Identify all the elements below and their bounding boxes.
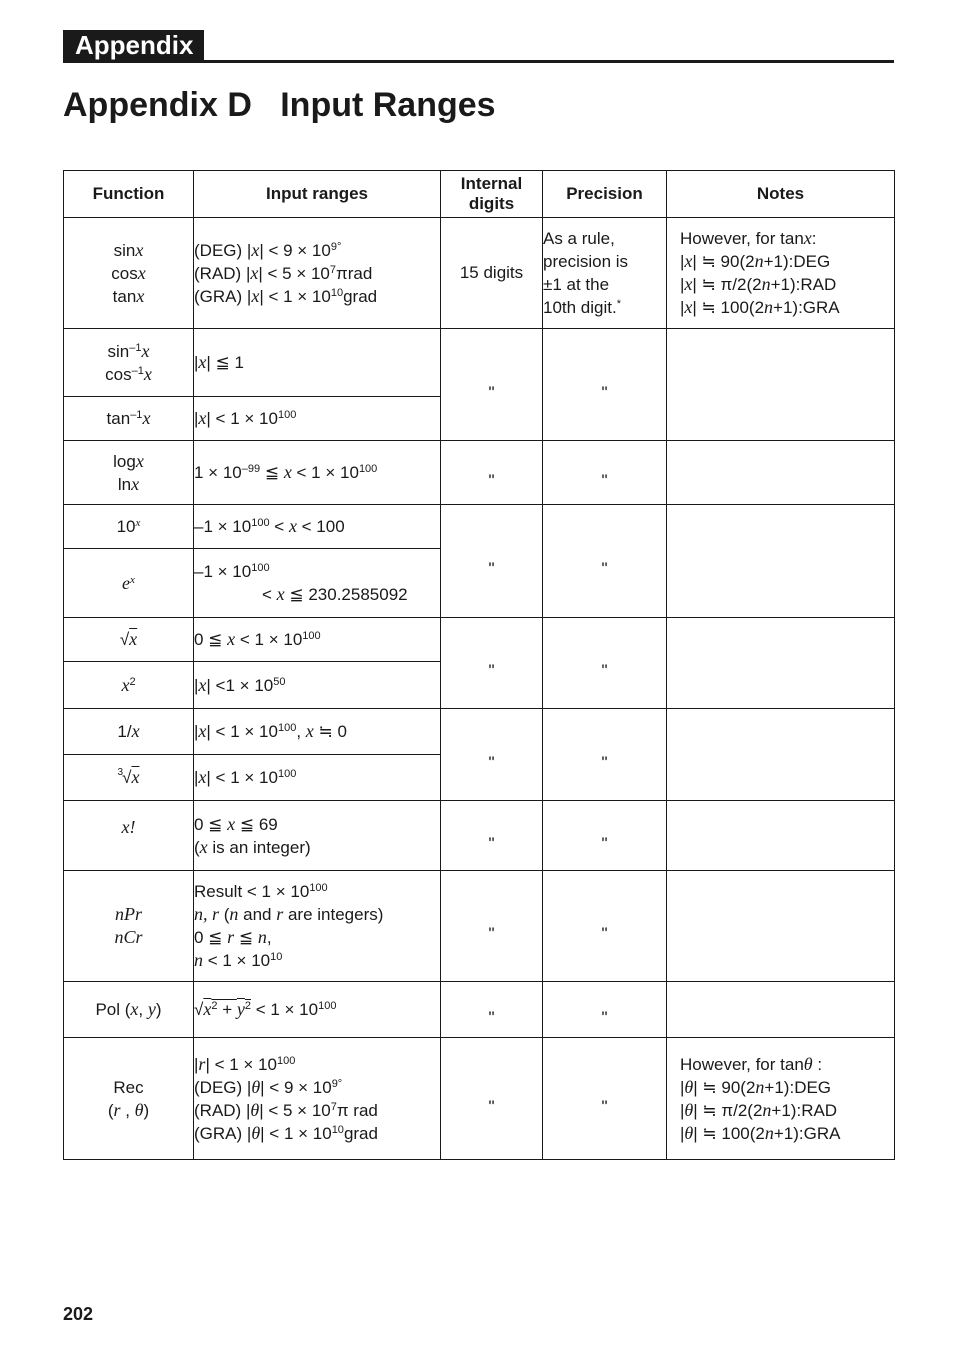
page-number: 202: [63, 1304, 94, 1324]
function-cell: Pol (x, y): [64, 982, 194, 1038]
col-function: Function: [64, 171, 194, 218]
precision-cell: ": [543, 871, 667, 982]
input-range-cell: $√x^2 + y^2 < 1 \times 10^{100}$: [194, 982, 441, 1038]
internal-digits-cell: ": [441, 709, 543, 801]
input-range-cell: $|x| < 1 \times 10^{100}$: [194, 755, 441, 801]
notes-cell: [667, 441, 895, 505]
internal-digits-cell: ": [441, 982, 543, 1038]
notes-cell: [667, 871, 895, 982]
function-cell: $\tan^{-1}x$: [64, 397, 194, 441]
precision-cell: ": [543, 709, 667, 801]
table-row: [64, 709, 895, 755]
precision-cell: ": [543, 1038, 667, 1160]
function-cell: logx lnx: [64, 441, 194, 505]
col-input-ranges: Input ranges: [194, 171, 441, 218]
input-range-cell: $|x| <1 \times 10^{50}$: [194, 662, 441, 709]
input-range-cell: 0 ≦ $x < 1 \times 10^{100}$: [194, 618, 441, 662]
function-cell: 1/x: [64, 709, 194, 755]
col-internal-digits: Internal digits: [441, 171, 543, 218]
notes-cell: However, for tanx: |x| ≒ 90(2n+1):DEG |x| ≒ π/2(2n+1):RAD |x| ≒ 100(2n+1):GRA: [667, 218, 895, 329]
notes-cell: However, for tanθ : |θ| ≒ 90(2n+1):DEG |θ| ≒ π/2(2n+1):RAD |θ| ≒ 100(2n+1):GRA: [667, 1038, 895, 1160]
input-range-cell: 0 ≦ x ≦ 69 (x is an integer): [194, 801, 441, 871]
function-cell: $x^2$: [64, 662, 194, 709]
input-range-cell: |x| ≦ 1: [194, 329, 441, 397]
col-notes: Notes: [667, 171, 895, 218]
table-row: [64, 218, 895, 329]
input-range-cell: $|r| < 1 \times 10^{100}$ (DEG) $|\theta| < 9 \times 10^{9^\circ}$ (RAD) $|\theta| < 5 \times 10^7\pi$ rad (GRA) $|\theta| < 1 \times 10^{10}grad$: [194, 1038, 441, 1160]
function-cell: sinx cosx tanx: [64, 218, 194, 329]
internal-digits-cell: ": [441, 1038, 543, 1160]
table-row: [64, 618, 895, 662]
table-row: [64, 871, 895, 982]
notes-cell: [667, 505, 895, 618]
input-range-cell: $|x| < 1 \times 10^{100}$, x ≒ 0: [194, 709, 441, 755]
table-row: [64, 1038, 895, 1160]
notes-cell: [667, 709, 895, 801]
function-cell: 10$^x$: [64, 505, 194, 549]
table-header-row: [64, 171, 895, 218]
internal-digits-cell: ": [441, 871, 543, 982]
function-cell: $e^x$: [64, 549, 194, 618]
precision-cell: ": [543, 505, 667, 618]
precision-cell: ": [543, 329, 667, 441]
internal-digits-cell: ": [441, 329, 543, 441]
function-cell: Rec (r , θ): [64, 1038, 194, 1160]
precision-cell: ": [543, 441, 667, 505]
internal-digits-cell: 15 digits: [441, 218, 543, 329]
internal-digits-cell: ": [441, 505, 543, 618]
input-range-cell: $-1 \times 10^{100}$ < x ≦ 230.2585092: [194, 549, 441, 618]
function-cell: $\sin^{-1}x$ $\cos^{-1}x$: [64, 329, 194, 397]
section-tab: Appendix: [63, 30, 204, 60]
input-range-cell: (DEG) $|x| < 9 \times 10^{9^\circ}$ (RAD) $|x| < 5 \times 10^7\pi rad$ (GRA) $|x| < 1 \times 10^{10}grad$: [194, 218, 441, 329]
table-row: [64, 505, 895, 549]
input-range-cell: $-1 \times 10^{100} < x < 100$: [194, 505, 441, 549]
notes-cell: [667, 329, 895, 441]
col-precision: Precision: [543, 171, 667, 218]
section-header-bar: [63, 30, 894, 63]
notes-cell: [667, 801, 895, 871]
notes-cell: [667, 982, 895, 1038]
input-range-cell: $|x| < 1 \times 10^{100}$: [194, 397, 441, 441]
notes-cell: [667, 618, 895, 709]
function-cell: $^3$√x: [64, 755, 194, 801]
table-row: [64, 801, 895, 871]
precision-cell: ": [543, 801, 667, 871]
function-cell: x!: [64, 801, 194, 871]
precision-cell: ": [543, 982, 667, 1038]
input-range-cell: $1 \times 10^{-99}$ ≦ $x < 1 \times 10^{100}$: [194, 441, 441, 505]
table-row: [64, 441, 895, 505]
function-cell: nPr nCr: [64, 871, 194, 982]
table-row: [64, 329, 895, 397]
table-row: [64, 982, 895, 1038]
internal-digits-cell: ": [441, 801, 543, 871]
input-range-cell: Result < $1 \times 10^{100}$ n, r (n and r are integers) 0 ≦ r ≦ n, $n < 1 \times 10^{10}$: [194, 871, 441, 982]
function-cell: √x: [64, 618, 194, 662]
precision-cell: As a rule, precision is ±1 at the 10th digit.*: [543, 218, 667, 329]
input-ranges-table: [63, 170, 895, 1160]
page-title: Appendix D Input Ranges: [63, 86, 496, 124]
internal-digits-cell: ": [441, 441, 543, 505]
internal-digits-cell: ": [441, 618, 543, 709]
precision-cell: ": [543, 618, 667, 709]
